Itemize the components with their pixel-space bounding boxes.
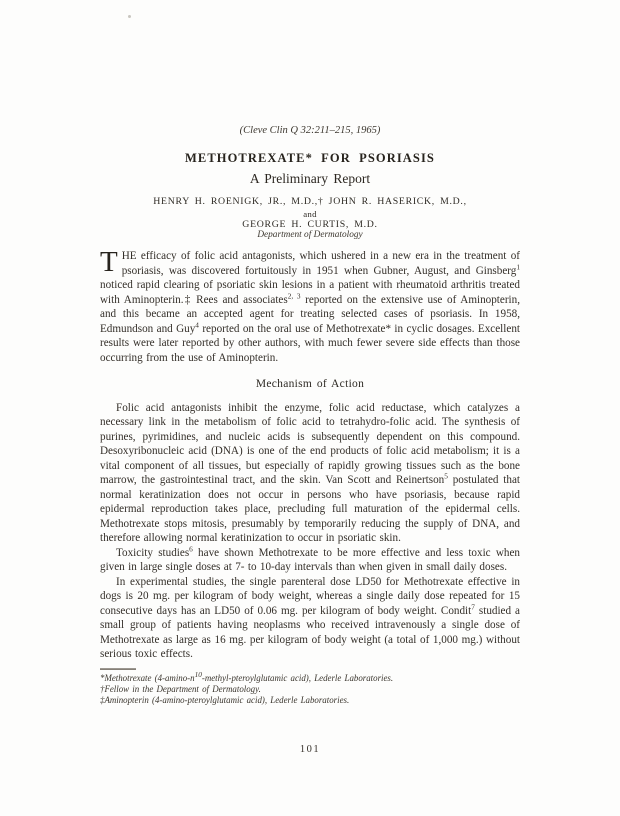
drop-cap: T bbox=[100, 246, 118, 278]
body-paragraph-toxicity: Toxicity studies$^6$ have shown Methotrexate to be more effective and less toxic when given in large single doses at 7- to 10-day intervals than when given in small daily doses. bbox=[100, 543, 520, 573]
body-paragraph-experimental: In experimental studies, the single parenteral dose LD50 for Methotrexate effective in dogs is 20 mg. per kilogram of body weight, whereas a single daily dose repeated for 15 consecutive days has an LD50 of 0.06 mg. per kilogram of body weight. Condit$^7$ studied a small group of patients having neoplasms who received intravenously a single dose of Methotrexate as large as 16 mg. per kilogram of body weight (a total of 1,000 mg.) without serious toxic effects. bbox=[100, 575, 520, 660]
intro-paragraph bbox=[100, 246, 520, 365]
footnote-methotrexate: *Methotrexate ($4-amino-n^{10}-methyl$-pteroylglutamic acid), Lederle Laboratories. bbox=[100, 669, 394, 683]
author-connector: and bbox=[303, 209, 317, 219]
section-heading: Mechanism of Action bbox=[255, 378, 365, 390]
paper-title: METHOTREXATE* FOR PSORIASIS bbox=[184, 151, 435, 165]
author-line-2: GEORGE H. CURTIS, M.D. bbox=[242, 219, 378, 230]
journal-citation: (Cleve Clin Q 32:211–215, 1965) bbox=[239, 125, 381, 136]
footnote-fellow: †Fellow in the Department of Dermatology. bbox=[100, 683, 261, 694]
page-number: 101 bbox=[299, 744, 321, 755]
paper-subtitle: A Preliminary Report bbox=[249, 171, 371, 186]
footnote-aminopterin: ‡Aminopterin (4-amino-pteroylglutamic acid), Lederle Laboratories. bbox=[100, 695, 350, 706]
article-body bbox=[100, 246, 520, 707]
footnote-separator-rule bbox=[100, 668, 136, 670]
author-line-1: HENRY H. ROENIGK, JR., M.D.,† JOHN R. HASERICK, M.D., bbox=[153, 196, 467, 207]
body-paragraph-mechanism: Folic acid antagonists inhibit the enzyme, folic acid reductase, which catalyzes a necessary link in the metabolism of folic acid to tetrahydro-folic acid. The synthesis of purines, pyrimidines, and nucleic acids is subsequently dependent on this compound. Desoxyribonucleic acid (DNA) is one of the end products of folic acid metabolism; it is a vital component of all tissues, but especially of rapidly growing tissues such as the bone marrow, the gastrointestinal tract, and the skin. Van Scott and Reinertson$^5$ postulated that normal keratinization does not occur in persons who have psoriasis, because rapid epidermal reproduction takes place, precluding full maturation of the epidermal cells. Methotrexate stops mitosis, presumably by temporarily reducing the supply of DNA, and therefore allowing normal keratinization to occur in psoriatic skin. bbox=[100, 401, 520, 544]
footnotes bbox=[100, 669, 520, 707]
affiliation: Department of Dermatology bbox=[257, 230, 363, 240]
scan-artifact-speck bbox=[128, 15, 131, 18]
intro-paragraph-text: HE efficacy of folic acid antagonists, which ushered in a new era in the treatment of psoriasis, was discovered fortuitously in 1951 when Gubner, August, and Ginsberg$^1$ noticed rapid clearing of psoriatic skin lesions in a patient with rheumatoid arthritis treated with Aminopterin.‡ Rees and associates$^{2, 3}$ reported on the extensive use of Aminopterin, and this became an accepted agent for treating selected cases of psoriasis. In 1958, Edmundson and Guy$^4$ reported on the oral use of Methotrexate* in cyclic dosages. Excellent results were later reported by other authors, with much fewer severe side effects than those occurring from the use of Aminopterin. bbox=[100, 250, 520, 364]
